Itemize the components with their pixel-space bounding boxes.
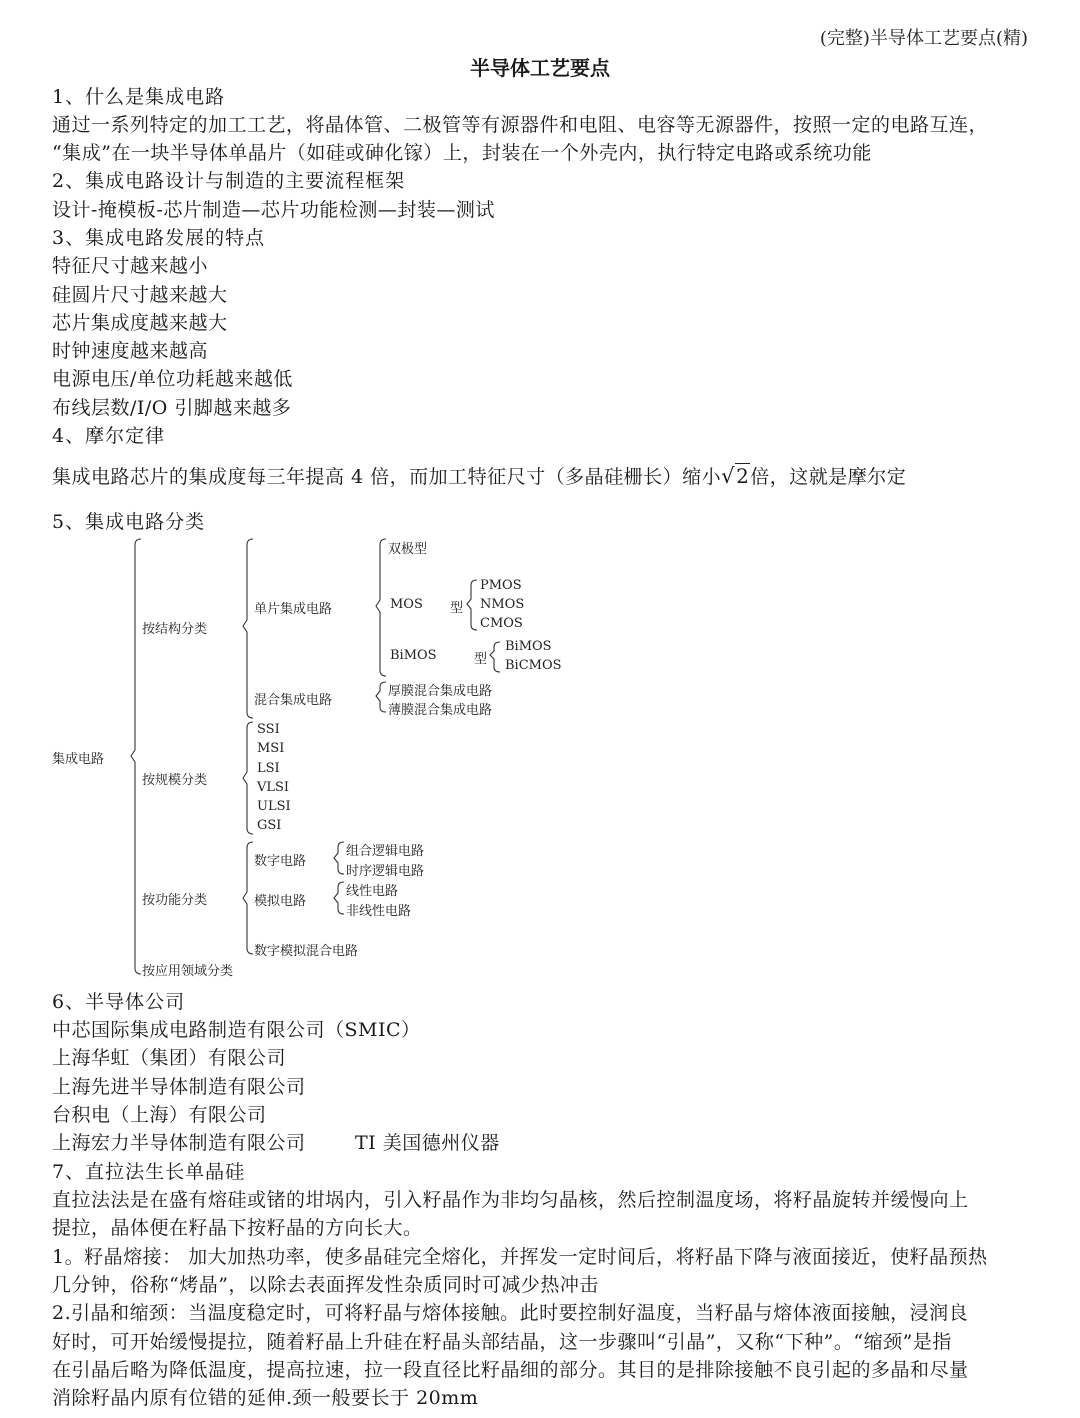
section-1-text-line: “集成”在一块半导体单晶片（如硅或砷化镓）上，封装在一个外壳内，执行特定电路或系统功能 bbox=[52, 142, 872, 164]
feature-item: 芯片集成度越来越大 bbox=[52, 312, 228, 334]
document-title: 半导体工艺要点 bbox=[470, 56, 610, 80]
tree-node-monolithic: 单片集成电路 bbox=[254, 602, 333, 617]
tree-node-bimos-type: 型 bbox=[474, 652, 488, 667]
moore-law-post: 倍，这就是摩尔定 bbox=[750, 466, 907, 488]
feature-item: 时钟速度越来越高 bbox=[52, 340, 209, 362]
feature-item: 电源电压/单位功耗越来越低 bbox=[52, 368, 293, 390]
section-7-text-line: 消除籽晶内原有位错的延伸.颈一般要长于 20mm bbox=[52, 1387, 479, 1409]
monolithic-bracket-line bbox=[376, 539, 386, 676]
tree-node-analog: 模拟电路 bbox=[254, 894, 307, 909]
tree-leaf-mos: PMOS bbox=[480, 578, 522, 593]
section-2-text-line: 设计-掩模板-芯片制造—芯片功能检测—封装—测试 bbox=[52, 199, 495, 221]
tree-leaf-mos: NMOS bbox=[480, 597, 525, 612]
section-7-text-line: 2.引晶和缩颈：当温度稳定时，可将籽晶与熔体接触。此时要控制好温度，当籽晶与熔体液面接触，浸润良 bbox=[52, 1302, 969, 1324]
tree-leaf-scale: VLSI bbox=[257, 780, 290, 795]
section-7-heading: 7、直拉法生长单晶硅 bbox=[52, 1161, 246, 1183]
section-7-text-line: 提拉，晶体便在籽晶下按籽晶的方向长大。 bbox=[52, 1217, 423, 1239]
hybrid-bracket-line bbox=[376, 682, 386, 712]
company-item: 台积电（上海）有限公司 bbox=[52, 1104, 267, 1126]
tree-leaf-hybrid: 厚膜混合集成电路 bbox=[388, 684, 493, 699]
company-item: 中芯国际集成电路制造有限公司（SMIC） bbox=[52, 1019, 421, 1041]
feature-item: 硅圆片尺寸越来越大 bbox=[52, 284, 228, 306]
function-bracket-line bbox=[243, 842, 253, 954]
feature-item: 特征尺寸越来越小 bbox=[52, 255, 209, 277]
tree-node-function: 按功能分类 bbox=[142, 893, 208, 908]
moore-law-pre: 集成电路芯片的集成度每三年提高 4 倍，而加工特征尺寸（多晶硅栅长）缩小 bbox=[52, 466, 722, 488]
section-2-heading: 2、集成电路设计与制造的主要流程框架 bbox=[52, 170, 406, 192]
tree-node-digital: 数字电路 bbox=[254, 854, 307, 869]
root-bracket-line bbox=[131, 539, 141, 974]
tree-root-label: 集成电路 bbox=[52, 752, 105, 767]
tree-leaf-mos: CMOS bbox=[480, 616, 523, 631]
tree-leaf-scale: ULSI bbox=[257, 799, 291, 814]
section-3-heading: 3、集成电路发展的特点 bbox=[52, 227, 266, 249]
company-item: 上海宏力半导体制造有限公司 bbox=[52, 1132, 306, 1154]
tree-leaf-hybrid: 薄膜混合集成电路 bbox=[388, 703, 493, 718]
sqrt-2-symbol: √2 bbox=[721, 464, 750, 488]
tree-leaf-bimos: BiCMOS bbox=[505, 658, 562, 673]
tree-node-bipolar: 双极型 bbox=[388, 542, 428, 557]
tree-node-mos-type: 型 bbox=[450, 601, 464, 616]
section-7-text-line: 直拉法法是在盛有熔硅或锗的坩埚内，引入籽晶作为非均匀晶核，然后控制温度场，将籽晶旋转并缓慢向上 bbox=[52, 1189, 969, 1211]
tree-leaf-analog: 线性电路 bbox=[346, 884, 399, 899]
section-7-text-line: 在引晶后略为降低温度，提高拉速，拉一段直径比籽晶细的部分。其目的是排除接触不良引起的多晶和尽量 bbox=[52, 1359, 969, 1381]
tree-node-hybrid: 混合集成电路 bbox=[254, 693, 333, 708]
tree-node-mixed: 数字模拟混合电路 bbox=[254, 944, 359, 959]
tree-leaf-bimos: BiMOS bbox=[505, 639, 552, 654]
scale-bracket-line bbox=[243, 722, 253, 834]
tree-leaf-analog: 非线性电路 bbox=[346, 904, 412, 919]
company-item-ti: TI 美国德州仪器 bbox=[355, 1132, 500, 1154]
company-item: 上海先进半导体制造有限公司 bbox=[52, 1076, 306, 1098]
section-1-text-line: 通过一系列特定的加工工艺，将晶体管、二极管等有源器件和电阻、电容等无源器件，按照一定的电路互连， bbox=[52, 114, 989, 136]
tree-node-application: 按应用领域分类 bbox=[142, 964, 234, 979]
tree-node-scale: 按规模分类 bbox=[142, 773, 208, 788]
section-4-heading: 4、摩尔定律 bbox=[52, 425, 166, 447]
page-header: (完整)半导体工艺要点(精) bbox=[819, 28, 1028, 49]
section-6-heading: 6、半导体公司 bbox=[52, 991, 186, 1013]
section-5-heading: 5、集成电路分类 bbox=[52, 511, 206, 533]
feature-item: 布线层数/I/O 引脚越来越多 bbox=[52, 397, 292, 419]
company-item: 上海华虹（集团）有限公司 bbox=[52, 1047, 287, 1069]
tree-node-bimos: BiMOS bbox=[390, 648, 437, 663]
section-7-text-line: 1。籽晶熔接： 加大加热功率，使多晶硅完全熔化，并挥发一定时间后，将籽晶下降与液面接近，使籽晶预热 bbox=[52, 1246, 988, 1268]
section-7-text-line: 几分钟，俗称“烤晶”，以除去表面挥发性杂质同时可减少热冲击 bbox=[52, 1274, 599, 1296]
digital-bracket-line bbox=[334, 842, 344, 874]
section-1-heading: 1、什么是集成电路 bbox=[52, 86, 226, 108]
bimos-bracket-line bbox=[490, 642, 500, 672]
tree-leaf-scale: GSI bbox=[257, 818, 282, 833]
section-7-text-line: 好时，可开始缓慢提拉，随着籽晶上升硅在籽晶头部结晶，这一步骤叫“引晶”，又称“下种”。“缩颈”是指 bbox=[52, 1331, 952, 1353]
tree-leaf-scale: MSI bbox=[257, 741, 285, 756]
tree-node-mos: MOS bbox=[390, 597, 423, 612]
mos-bracket-line bbox=[467, 580, 477, 630]
tree-leaf-digital: 组合逻辑电路 bbox=[346, 844, 425, 859]
tree-leaf-scale: LSI bbox=[257, 761, 280, 776]
tree-leaf-digital: 时序逻辑电路 bbox=[346, 864, 425, 879]
analog-bracket-line bbox=[334, 882, 344, 914]
structure-bracket-line bbox=[243, 539, 253, 718]
tree-leaf-scale: SSI bbox=[257, 722, 280, 737]
tree-node-structure: 按结构分类 bbox=[142, 622, 208, 637]
